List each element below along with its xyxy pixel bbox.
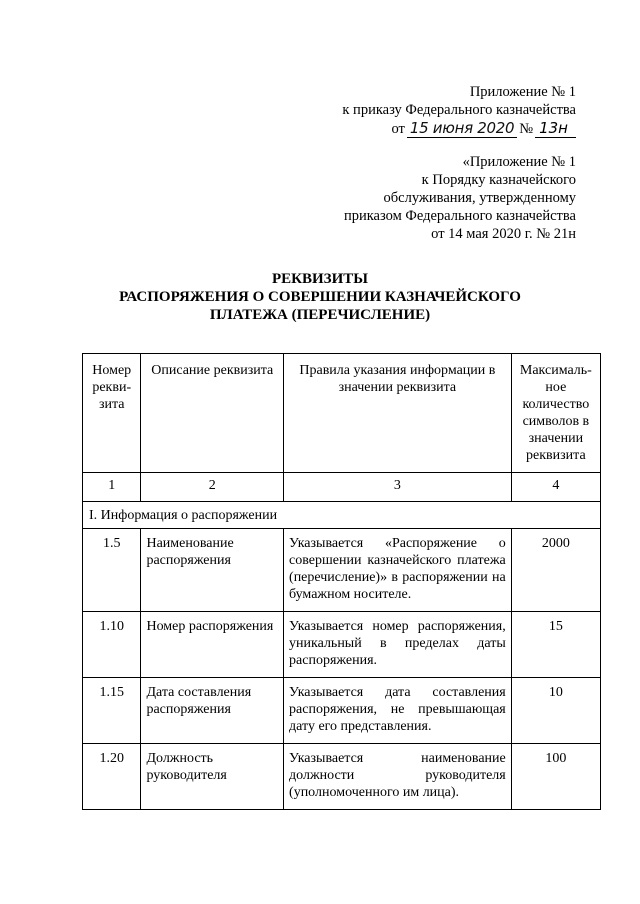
requisite-rules: Указывается дата составления распоряжения, не превышающая дату его представления. xyxy=(284,678,512,744)
requisite-rules: Указывается наименование должности руководителя (уполномоченного им лица). xyxy=(284,744,512,810)
title-line: РЕКВИЗИТЫ xyxy=(271,271,369,287)
header-number: Номер рекви-зита xyxy=(83,354,141,473)
inner-appendix-title: «Приложение № 1 xyxy=(462,154,576,170)
header-rules: Правила указания информации в значении реквизита xyxy=(284,354,512,473)
order-date-line xyxy=(391,119,576,138)
appendix-order-ref: к приказу Федерального казначейства xyxy=(342,102,576,118)
requisite-max: 15 xyxy=(511,612,600,678)
section-title: I. Информация о распоряжении xyxy=(83,502,601,529)
table-row xyxy=(83,678,601,744)
requisite-description: Дата составления распоряжения xyxy=(141,678,284,744)
requisite-number: 1.10 xyxy=(83,612,141,678)
table-row xyxy=(83,612,601,678)
column-number: 4 xyxy=(511,473,600,502)
table-row xyxy=(83,529,601,612)
requisite-max: 100 xyxy=(511,744,600,810)
handwritten-date: 15 июня 2020 xyxy=(407,119,517,138)
number-sign: № xyxy=(519,121,534,137)
requisite-description: Наименование распоряжения xyxy=(141,529,284,612)
table-row xyxy=(83,744,601,810)
column-number-row xyxy=(83,473,601,502)
requisite-max: 10 xyxy=(511,678,600,744)
requisite-number: 1.5 xyxy=(83,529,141,612)
from-prefix: от xyxy=(391,121,405,137)
column-number: 2 xyxy=(141,473,284,502)
document-title xyxy=(0,270,640,324)
column-number: 1 xyxy=(83,473,141,502)
title-line: ПЛАТЕЖА (ПЕРЕЧИСЛЕНИЕ) xyxy=(209,307,431,323)
inner-appendix-header xyxy=(344,153,576,243)
table-header-row xyxy=(83,354,601,473)
header-max-symbols: Максималь-ное количество символов в значении реквизита xyxy=(511,354,600,473)
title-line: РАСПОРЯЖЕНИЯ О СОВЕРШЕНИИ КАЗНАЧЕЙСКОГО xyxy=(119,289,521,305)
requisite-max: 2000 xyxy=(511,529,600,612)
appendix-title: Приложение № 1 xyxy=(469,84,576,100)
handwritten-number: 13н xyxy=(535,119,576,138)
requisites-table xyxy=(82,353,601,810)
requisite-rules: Указывается «Распоряжение о совершении казначейского платежа (перечисление)» в распоряжении на бумажном носителе. xyxy=(284,529,512,612)
column-number: 3 xyxy=(284,473,512,502)
header-description: Описание реквизита xyxy=(141,354,284,473)
inner-appendix-line: приказом Федерального казначейства xyxy=(343,208,576,224)
inner-appendix-line: обслуживания, утвержденному xyxy=(383,190,576,206)
requisite-description: Номер распоряжения xyxy=(141,612,284,678)
requisite-rules: Указывается номер распоряжения, уникальный в пределах даты распоряжения. xyxy=(284,612,512,678)
section-row xyxy=(83,502,601,529)
requisite-number: 1.20 xyxy=(83,744,141,810)
inner-appendix-line: к Порядку казначейского xyxy=(421,172,576,188)
appendix-header xyxy=(342,83,576,138)
requisite-number: 1.15 xyxy=(83,678,141,744)
inner-appendix-date: от 14 мая 2020 г. № 21н xyxy=(431,226,576,242)
requisite-description: Должность руководителя xyxy=(141,744,284,810)
